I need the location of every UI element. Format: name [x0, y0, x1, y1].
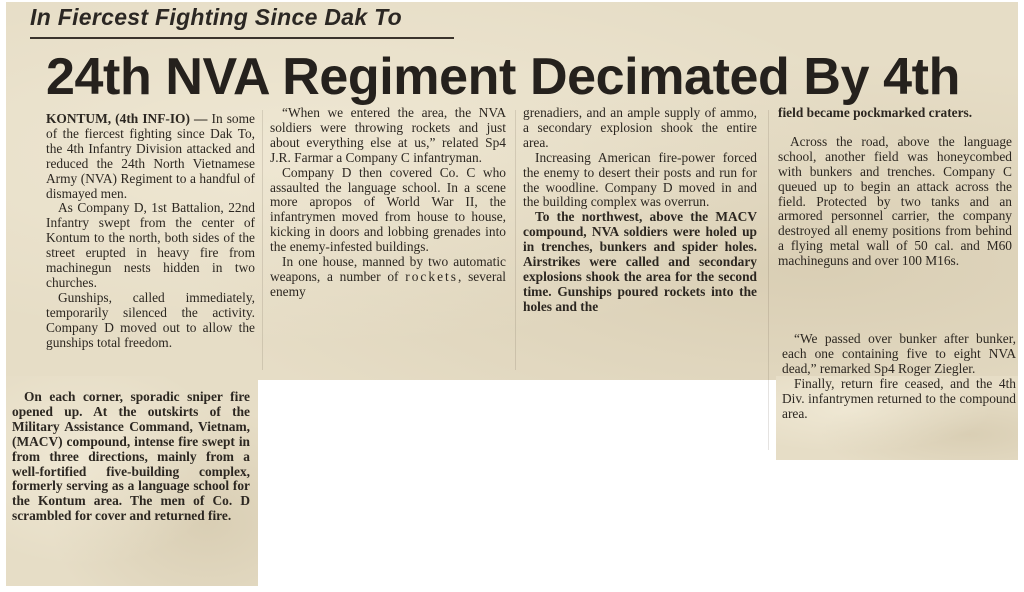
article-paragraph	[46, 112, 255, 201]
article-paragraph: Finally, return fire ceased, and the 4th Div. infantrymen returned to the compound area.	[782, 375, 1016, 421]
article-column-1-continued	[12, 390, 250, 524]
article-paragraph: Company D then covered Co. C who assaulted the language school. In a scene more apropos of World War II, the infantrymen moved from house to house, kicking in doors and lobbing grenades into the enemy-infested buildings.	[270, 164, 506, 255]
kicker-headline: In Fiercest Fighting Since Dak To	[30, 4, 402, 30]
article-paragraph: “We passed over bunker after bunker, each one containing five to eight NVA dead,” remarked Sp4 Roger Ziegler.	[782, 331, 1016, 376]
article-paragraph: “When we entered the area, the NVA soldiers were throwing rockets and just about everything else at us,” related Sp4 J.R. Farmar a Company C infantryman.	[270, 105, 506, 165]
article-paragraph: Increasing American fire-power forced the enemy to desert their posts and run for the woodline. Company D moved in and the building complex was overrun.	[523, 149, 757, 210]
kicker-underline	[30, 37, 454, 39]
article-column-1	[46, 112, 255, 351]
paragraph-text: In some of the fiercest fighting since Dak To, the 4th Infantry Division attacked and reduced the 24th North Vietnamese Army (NVA) Regiment to a handful of dismayed men.	[46, 111, 255, 201]
dateline: KONTUM, (4th INF-IO) —	[46, 111, 212, 126]
article-paragraph: To the northwest, above the MACV compound, NVA soldiers were holed up in trenches, bunkers and spider holes. Airstrikes were called and secondary explosions shook the area for the second time. Gunships poured rockets into the holes and the	[523, 209, 757, 314]
article-paragraph: field became pockmarked craters.	[778, 105, 973, 120]
article-paragraph: Across the road, above the language school, another field was honeycombed with bunkers and trenches. Company C queued up to begin an attack across the field. Protected by two tanks and an armored personnel carrier, the company destroyed all enemy positions from behind a flying metal wall of 50 cal. and M60 machineguns and over 100 M16s.	[778, 133, 1012, 269]
article-paragraph: Gunships, called immediately, temporarily silenced the activity. Company D moved out to allow the gunships total freedom.	[46, 289, 255, 350]
article-column-3	[523, 106, 757, 315]
article-column-2	[270, 106, 506, 300]
article-paragraph	[270, 255, 506, 300]
paragraph-text: rockets	[405, 268, 458, 284]
paragraph-text: In one house, manned by two automatic weapons, a number of	[270, 254, 506, 284]
article-paragraph: As Company D, 1st Battalion, 22nd Infantry swept from the center of Kontum to the north, both sides of the street erupted in heavy fire from machinegun nests hidden in two churches.	[46, 200, 255, 290]
column-divider	[262, 110, 263, 370]
article-column-4	[778, 106, 1012, 269]
paragraph-text: , several enemy	[270, 268, 506, 299]
column-divider	[515, 110, 516, 370]
article-paragraph: On each corner, sporadic sniper fire opened up. At the outskirts of the Military Assistance Command, Vietnam, (MACV) compound, intense fire swept in from three directions, mainly from a well-fortified five-building complex, formerly serving as a language school for the Kontum area. The men of Co. D scrambled for cover and returned fire.	[12, 389, 250, 524]
main-headline: 24th NVA Regiment Decimated By 4th	[46, 48, 960, 106]
article-column-4-continued	[782, 332, 1016, 421]
article-paragraph: grenadiers, and an ample supply of ammo, a secondary explosion shook the entire area.	[523, 105, 757, 150]
column-divider	[768, 110, 769, 450]
